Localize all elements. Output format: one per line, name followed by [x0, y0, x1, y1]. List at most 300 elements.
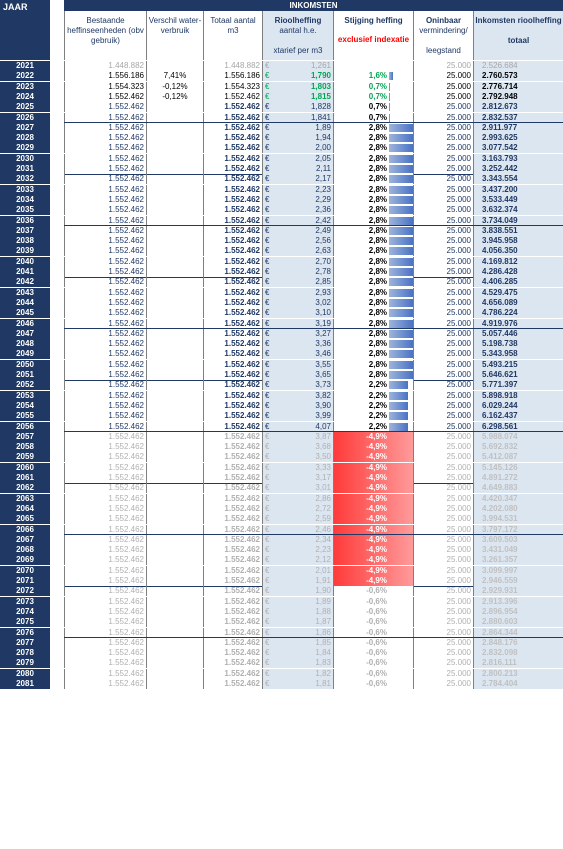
euro-cell: €: [262, 555, 275, 565]
year-cell: 2059: [0, 452, 50, 462]
table-row: [0, 154, 563, 164]
euro-cell: €: [262, 164, 275, 174]
stijging-databar: [389, 247, 413, 255]
bestaande-cell: 1.552.462: [64, 473, 146, 483]
bestaande-cell: 1.552.462: [64, 514, 146, 524]
table-row: [0, 349, 563, 359]
table-row: [0, 380, 563, 390]
verschil-cell: [146, 61, 203, 71]
oninbaar-cell: 25.000: [413, 236, 473, 246]
totaal-cell: 1.552.462: [203, 638, 262, 648]
stijging-value: 2,8%: [368, 194, 387, 204]
stijging-cell: [333, 380, 413, 390]
table-row: [0, 638, 563, 648]
bestaande-cell: 1.552.462: [64, 205, 146, 215]
rioolheffing-cell: 3,90: [275, 401, 333, 411]
bestaande-cell: 1.552.462: [64, 494, 146, 504]
year-cell: 2023: [0, 82, 50, 92]
euro-cell: €: [262, 607, 275, 617]
totaal-cell: 1.552.462: [203, 411, 262, 421]
gap-cell: [50, 71, 64, 81]
gap-cell: [50, 154, 64, 164]
inkomsten-cell: 2.784.404: [473, 679, 563, 689]
rioolheffing-cell: 1,88: [275, 607, 333, 617]
verschil-cell: [146, 628, 203, 638]
stijging-value: -0,6%: [366, 606, 387, 616]
stijging-cell: [333, 566, 413, 576]
stijging-value: -0,6%: [366, 679, 387, 688]
bestaande-cell: 1.556.186: [64, 71, 146, 81]
inkomsten-cell: 3.994.531: [473, 514, 563, 524]
gap-cell: [50, 308, 64, 318]
inkomsten-cell: 2.800.213: [473, 669, 563, 679]
bestaande-cell: 1.552.462: [64, 370, 146, 380]
euro-cell: €: [262, 277, 275, 287]
inkomsten-cell: 2.896.954: [473, 607, 563, 617]
table-row: [0, 216, 563, 226]
rioolheffing-cell: 2,70: [275, 257, 333, 267]
stijging-value: -4,9%: [366, 483, 387, 493]
euro-cell: €: [262, 174, 275, 184]
inkomsten-cell: 3.609.503: [473, 535, 563, 545]
oninbaar-cell: 25.000: [413, 535, 473, 545]
bestaande-cell: 1.552.462: [64, 586, 146, 596]
stijging-databar: [389, 175, 413, 183]
inkomsten-cell: 3.838.551: [473, 226, 563, 236]
bestaande-cell: 1.552.462: [64, 113, 146, 123]
table-row: [0, 308, 563, 318]
gap-cell: [50, 113, 64, 123]
verschil-cell: [146, 349, 203, 359]
verschil-cell: [146, 411, 203, 421]
bestaande-cell: 1.552.462: [64, 669, 146, 679]
oninbaar-cell: 25.000: [413, 339, 473, 349]
oninbaar-cell: 25.000: [413, 411, 473, 421]
totaal-cell: 1.552.462: [203, 185, 262, 195]
stijging-cell: [333, 463, 413, 473]
verschil-cell: [146, 535, 203, 545]
rioolheffing-cell: 1,81: [275, 679, 333, 689]
oninbaar-cell: 25.000: [413, 566, 473, 576]
oninbaar-cell: 25.000: [413, 648, 473, 658]
totaal-cell: 1.552.462: [203, 607, 262, 617]
rioolheffing-cell: 3,33: [275, 463, 333, 473]
stijging-cell: [333, 92, 413, 102]
rioolheffing-cell: 1,841: [275, 113, 333, 123]
oninbaar-cell: 25.000: [413, 607, 473, 617]
stijging-databar: [389, 320, 413, 328]
rioolheffing-cell: 3,65: [275, 370, 333, 380]
stijging-databar: [389, 227, 413, 235]
euro-cell: €: [262, 205, 275, 215]
totaal-cell: 1.552.462: [203, 319, 262, 329]
table-row: [0, 658, 563, 668]
table-row: [0, 483, 563, 493]
verschil-cell: [146, 658, 203, 668]
rioolheffing-cell: 3,68: [275, 442, 333, 452]
verschil-cell: [146, 113, 203, 123]
euro-cell: €: [262, 123, 275, 133]
year-cell: 2078: [0, 648, 50, 658]
euro-cell: €: [262, 576, 275, 586]
table-row: [0, 401, 563, 411]
stijging-databar: [389, 361, 413, 369]
verschil-cell: [146, 216, 203, 226]
totaal-cell: 1.552.462: [203, 277, 262, 287]
stijging-cell: [333, 617, 413, 627]
totaal-cell: 1.552.462: [203, 370, 262, 380]
year-cell: 2048: [0, 339, 50, 349]
stijging-cell: [333, 246, 413, 256]
verschil-cell: -0,12%: [146, 82, 203, 92]
year-cell: 2026: [0, 113, 50, 123]
inkomsten-cell: 2.832.098: [473, 648, 563, 658]
oninbaar-cell: 25.000: [413, 638, 473, 648]
inkomsten-cell: 2.911.977: [473, 123, 563, 133]
euro-cell: €: [262, 566, 275, 576]
gap-cell: [50, 185, 64, 195]
stijging-cell: [333, 267, 413, 277]
inkomsten-cell: 2.848.176: [473, 638, 563, 648]
stijging-cell: [333, 504, 413, 514]
bestaande-cell: 1.552.462: [64, 597, 146, 607]
oninbaar-sub1: vermindering/: [419, 26, 468, 35]
totaal-cell: 1.552.462: [203, 555, 262, 565]
stijging-databar: [389, 114, 390, 122]
table-row: [0, 329, 563, 339]
table-row: [0, 648, 563, 658]
stijging-value: -0,6%: [366, 596, 387, 606]
bestaande-cell: 1.552.462: [64, 617, 146, 627]
oninbaar-cell: 25.000: [413, 143, 473, 153]
bestaande-cell: 1.552.462: [64, 442, 146, 452]
rioolheffing-cell: 1,89: [275, 597, 333, 607]
stijging-cell: [333, 82, 413, 92]
inkomsten-cell: 2.880.603: [473, 617, 563, 627]
stijging-cell: [333, 628, 413, 638]
oninbaar-cell: 25.000: [413, 205, 473, 215]
table-row: [0, 432, 563, 442]
rioolheffing-cell: 3,55: [275, 360, 333, 370]
totaal-cell: 1.552.462: [203, 174, 262, 184]
euro-cell: €: [262, 185, 275, 195]
stijging-databar: [389, 144, 413, 152]
year-cell: 2044: [0, 298, 50, 308]
inkomsten-header-label: INKOMSTEN: [289, 1, 338, 10]
stijging-value: 2,8%: [368, 328, 387, 338]
rioolheffing-cell: 1,815: [275, 92, 333, 102]
totaal-cell: 1.554.323: [203, 82, 262, 92]
stijging-value: 2,8%: [368, 349, 387, 359]
stijging-value: 0,7%: [368, 91, 387, 101]
inkomsten-cell: 4.656.089: [473, 298, 563, 308]
oninbaar-cell: 25.000: [413, 391, 473, 401]
table-row: [0, 82, 563, 92]
euro-cell: €: [262, 226, 275, 236]
inkomsten-cell: 2.993.625: [473, 133, 563, 143]
stijging-databar: [389, 423, 408, 431]
inkomsten-cell: 2.760.573: [473, 71, 563, 81]
stijging-value: -4,9%: [366, 565, 387, 575]
gap-cell: [50, 545, 64, 555]
bestaande-cell: 1.552.462: [64, 607, 146, 617]
totaal-cell: 1.552.462: [203, 246, 262, 256]
inkomsten-cell: 2.776.714: [473, 82, 563, 92]
gap-cell: [50, 380, 64, 390]
stijging-value: 2,8%: [368, 225, 387, 235]
stijging-title: Stijging heffing: [344, 16, 403, 25]
verschil-cell: [146, 452, 203, 462]
euro-cell: €: [262, 473, 275, 483]
stijging-value: -0,6%: [366, 658, 387, 668]
year-cell: 2038: [0, 236, 50, 246]
euro-cell: €: [262, 463, 275, 473]
stijging-value: 2,8%: [368, 287, 387, 297]
stijging-databar: [389, 206, 413, 214]
table-row: [0, 226, 563, 236]
rioolheffing-cell: 1,85: [275, 638, 333, 648]
euro-cell: €: [262, 617, 275, 627]
bestaande-cell: 1.552.462: [64, 504, 146, 514]
verschil-cell: [146, 288, 203, 298]
rioolheffing-cell: 2,93: [275, 288, 333, 298]
year-cell: 2052: [0, 380, 50, 390]
gap-cell: [50, 422, 64, 432]
bestaande-cell: 1.552.462: [64, 298, 146, 308]
totaal-cell: 1.552.462: [203, 380, 262, 390]
inkomsten-cell: 3.945.958: [473, 236, 563, 246]
inkomsten-cell: 2.832.537: [473, 113, 563, 123]
verschil-cell: [146, 226, 203, 236]
table-row: [0, 288, 563, 298]
totaal-header: [203, 11, 262, 60]
year-cell: 2039: [0, 246, 50, 256]
bestaande-cell: 1.552.462: [64, 432, 146, 442]
rioolheffing-cell: 1,803: [275, 82, 333, 92]
stijging-cell: [333, 185, 413, 195]
gap-cell: [50, 61, 64, 71]
totaal-cell: 1.552.462: [203, 113, 262, 123]
year-cell: 2081: [0, 679, 50, 689]
bestaande-cell: 1.552.462: [64, 246, 146, 256]
inkomsten-cell: 4.056.350: [473, 246, 563, 256]
rioolheffing-cell: 1,790: [275, 71, 333, 81]
stijging-value: 2,8%: [368, 164, 387, 173]
oninbaar-cell: 25.000: [413, 514, 473, 524]
bestaande-cell: 1.552.462: [64, 411, 146, 421]
gap-cell: [50, 679, 64, 689]
gap-cell: [50, 391, 64, 401]
inkomsten-cell: 2.812.673: [473, 102, 563, 112]
year-cell: 2076: [0, 628, 50, 638]
table-row: [0, 586, 563, 596]
gap-cell: [50, 143, 64, 153]
bestaande-cell: 1.552.462: [64, 102, 146, 112]
rioolheffing-cell: 3,19: [275, 319, 333, 329]
stijging-cell: [333, 370, 413, 380]
oninbaar-cell: 25.000: [413, 360, 473, 370]
table-row: [0, 92, 563, 102]
stijging-cell: [333, 71, 413, 81]
verschil-cell: [146, 586, 203, 596]
euro-cell: €: [262, 483, 275, 493]
rioolheffing-cell: 2,23: [275, 185, 333, 195]
euro-cell: €: [262, 298, 275, 308]
inkomsten-cell: 6.162.437: [473, 411, 563, 421]
table-row: [0, 514, 563, 524]
year-cell: 2029: [0, 143, 50, 153]
stijging-header: [333, 11, 413, 60]
totaal-cell: 1.552.462: [203, 360, 262, 370]
inkomsten-cell: 4.202.080: [473, 504, 563, 514]
rioolheffing-cell: 2,72: [275, 504, 333, 514]
inkomsten-cell: 5.988.074: [473, 432, 563, 442]
stijging-cell: [333, 638, 413, 648]
inkomsten-cell: 4.169.812: [473, 257, 563, 267]
stijging-databar: [389, 134, 413, 142]
oninbaar-cell: 25.000: [413, 597, 473, 607]
stijging-cell: [333, 607, 413, 617]
bestaande-cell: 1.552.462: [64, 452, 146, 462]
oninbaar-cell: 25.000: [413, 226, 473, 236]
gap-cell: [50, 555, 64, 565]
totaal-header-label: Totaal aantal m3: [210, 16, 256, 35]
stijging-cell: [333, 545, 413, 555]
rioolheffing-cell: 2,29: [275, 195, 333, 205]
stijging-cell: [333, 277, 413, 287]
totaal-cell: 1.552.462: [203, 586, 262, 596]
rioolheffing-cell: 1,83: [275, 658, 333, 668]
bestaande-header-label: Bestaande heffinseenheden (obv gebruik): [67, 16, 144, 45]
stijging-value: 2,8%: [368, 256, 387, 266]
oninbaar-cell: 25.000: [413, 113, 473, 123]
euro-cell: €: [262, 267, 275, 277]
totaal-cell: 1.552.462: [203, 205, 262, 215]
year-cell: 2028: [0, 133, 50, 143]
year-cell: 2077: [0, 638, 50, 648]
stijging-cell: [333, 319, 413, 329]
gap-cell: [50, 267, 64, 277]
stijging-value: 2,8%: [368, 359, 387, 369]
stijging-cell: [333, 452, 413, 462]
oninbaar-cell: 25.000: [413, 422, 473, 432]
totaal-cell: 1.552.462: [203, 226, 262, 236]
verschil-cell: [146, 308, 203, 318]
inkomsten-cell: 4.919.976: [473, 319, 563, 329]
table-row: [0, 236, 563, 246]
totaal-cell: 1.552.462: [203, 257, 262, 267]
stijging-databar: [389, 258, 413, 266]
stijging-cell: [333, 113, 413, 123]
verschil-cell: [146, 164, 203, 174]
year-cell: 2056: [0, 422, 50, 432]
stijging-cell: [333, 473, 413, 483]
inkomsten-cell: 5.198.738: [473, 339, 563, 349]
stijging-cell: [333, 205, 413, 215]
stijging-value: 0,7%: [368, 112, 387, 122]
inkomsten-cell: 3.163.793: [473, 154, 563, 164]
totaal-cell: 1.552.462: [203, 308, 262, 318]
oninbaar-cell: 25.000: [413, 298, 473, 308]
verschil-cell: [146, 360, 203, 370]
stijging-databar: [389, 237, 413, 245]
gap-cell: [50, 216, 64, 226]
rioolheffing-cell: 3,82: [275, 391, 333, 401]
inkomsten-cell: 2.929.931: [473, 586, 563, 596]
inkomsten-cell: 6.298.561: [473, 422, 563, 432]
bestaande-cell: 1.552.462: [64, 658, 146, 668]
euro-cell: €: [262, 380, 275, 390]
bestaande-cell: 1.552.462: [64, 143, 146, 153]
oninbaar-cell: 25.000: [413, 154, 473, 164]
verschil-cell: [146, 555, 203, 565]
oninbaar-cell: 25.000: [413, 586, 473, 596]
stijging-cell: [333, 226, 413, 236]
year-cell: 2030: [0, 154, 50, 164]
year-cell: 2024: [0, 92, 50, 102]
gap-cell: [50, 607, 64, 617]
euro-cell: €: [262, 442, 275, 452]
euro-cell: €: [262, 71, 275, 81]
stijging-value: 2,8%: [368, 122, 387, 132]
stijging-cell: [333, 236, 413, 246]
inkomsten-cell: 2.864.344: [473, 628, 563, 638]
verschil-cell: 7,41%: [146, 71, 203, 81]
oninbaar-cell: 25.000: [413, 288, 473, 298]
rioolheffing-cell: 1,87: [275, 617, 333, 627]
year-cell: 2049: [0, 349, 50, 359]
inkomsten-cell: 6.029.244: [473, 401, 563, 411]
oninbaar-cell: 25.000: [413, 257, 473, 267]
header-gap: [50, 0, 64, 60]
stijging-cell: [333, 174, 413, 184]
oninbaar-cell: 25.000: [413, 71, 473, 81]
euro-cell: €: [262, 597, 275, 607]
inkomsten-cell: 2.526.684: [473, 61, 563, 71]
euro-cell: €: [262, 545, 275, 555]
totaal-cell: 1.552.462: [203, 535, 262, 545]
year-cell: 2072: [0, 586, 50, 596]
verschil-cell: [146, 185, 203, 195]
gap-cell: [50, 339, 64, 349]
stijging-cell: [333, 133, 413, 143]
stijging-databar: [389, 196, 413, 204]
inkomsten-cell: 3.099.997: [473, 566, 563, 576]
stijging-databar: [389, 155, 413, 163]
rioolheffing-cell: 3,50: [275, 452, 333, 462]
stijging-cell: [333, 102, 413, 112]
table-row: [0, 277, 563, 287]
oninbaar-cell: 25.000: [413, 545, 473, 555]
verschil-cell: [146, 257, 203, 267]
verschil-cell: [146, 370, 203, 380]
totaal-cell: 1.552.462: [203, 401, 262, 411]
totaal-cell: 1.552.462: [203, 525, 262, 535]
gap-cell: [50, 246, 64, 256]
table-row: [0, 164, 563, 174]
rioolheffing-cell: 1,90: [275, 586, 333, 596]
stijging-cell: [333, 143, 413, 153]
totaal-cell: 1.552.462: [203, 452, 262, 462]
inkomsten-cell: 2.946.559: [473, 576, 563, 586]
table-row: [0, 442, 563, 452]
verschil-cell: [146, 566, 203, 576]
year-cell: 2041: [0, 267, 50, 277]
oninbaar-cell: 25.000: [413, 669, 473, 679]
rioolheffing-cell: 2,11: [275, 164, 333, 174]
stijging-value: 2,8%: [368, 318, 387, 328]
stijging-value: -4,9%: [366, 442, 387, 452]
